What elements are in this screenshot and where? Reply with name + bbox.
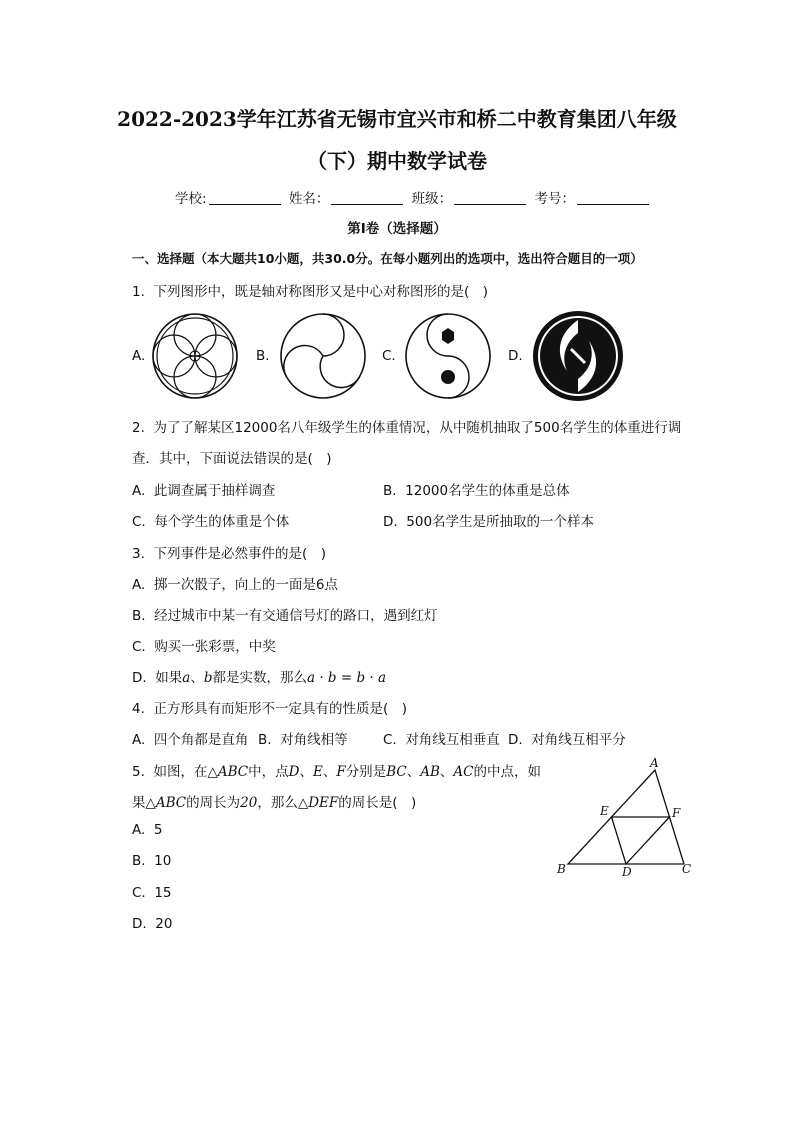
- option-text: 15: [154, 885, 172, 901]
- question-number: 2.: [132, 420, 145, 436]
- option-text: 对角线互相平分: [531, 732, 626, 748]
- math-var-a: a: [182, 670, 191, 686]
- option-a: [132, 728, 248, 748]
- option-label: C.: [383, 732, 397, 748]
- option-c: [383, 728, 500, 748]
- math-triangle-def: △DEF: [297, 795, 339, 811]
- option-label: B.: [258, 732, 272, 748]
- question-5: [132, 760, 541, 780]
- point-label-d: D: [622, 865, 632, 879]
- option-b: [132, 604, 438, 624]
- option-text: 购买一张彩票，中奖: [154, 639, 276, 655]
- option-label: A.: [132, 483, 146, 499]
- math-point: D: [288, 764, 300, 780]
- option-text: 5: [153, 822, 163, 838]
- option-d: [132, 916, 172, 932]
- question-4: [132, 697, 407, 717]
- math-triangle-abc: △ABC: [145, 795, 187, 811]
- option-text: 每个学生的体重是个体: [154, 514, 290, 530]
- class-field[interactable]: [454, 190, 526, 205]
- option-c: [132, 635, 276, 655]
- stem-text: 、: [322, 764, 337, 780]
- question-stem: 正方形具有而矩形不一定具有的性质是( ): [153, 701, 408, 717]
- question-stem: 下列图形中，既是轴对称图形又是中心对称图形的是( ): [153, 284, 489, 300]
- math-triangle-abc: △ABC: [207, 764, 249, 780]
- stem-text: 分别是: [345, 764, 387, 780]
- student-info-row: [175, 187, 653, 207]
- option-label: B.: [132, 853, 146, 869]
- option-text: 500名学生是所抽取的一个样本: [406, 514, 595, 530]
- option-label: D.: [383, 514, 398, 530]
- math-point: F: [336, 764, 346, 780]
- option-label: A.: [132, 822, 146, 838]
- stem-text: 、: [439, 764, 454, 780]
- math-segment: AC: [453, 764, 474, 780]
- math-segment: AB: [420, 764, 440, 780]
- point-label-f: F: [672, 806, 681, 820]
- page-title-line1: 2022-2023学年江苏省无锡市宜兴市和桥二中教育集团八年级: [117, 107, 677, 131]
- option-text: 经过城市中某一有交通信号灯的路口，遇到红灯: [154, 608, 438, 624]
- triangle-figure: [548, 752, 698, 882]
- option-text: 12000名学生的体重是总体: [405, 483, 570, 499]
- section-heading: 一、选择题（本大题共10小题，共30.0分。在每小题列出的选项中，选出符合题目的一项）: [132, 251, 643, 266]
- stem-text: 如图，在: [153, 764, 208, 780]
- question-3: [132, 542, 326, 562]
- name-label: 姓名：: [288, 191, 330, 207]
- exam-number-label: 考号：: [534, 191, 575, 207]
- stem-text: ，那么: [257, 795, 298, 811]
- option-d-label: D.: [508, 348, 523, 364]
- stem-text: 果: [132, 795, 146, 811]
- stem-text: 的周长是( ): [338, 795, 417, 811]
- name-field[interactable]: [331, 190, 403, 205]
- yin-yang-icon: [403, 311, 493, 401]
- point-label-e: E: [600, 804, 609, 818]
- option-label: C.: [132, 885, 146, 901]
- volume-title: 第I卷（选择题）: [347, 221, 447, 237]
- stem-text: 、: [406, 764, 421, 780]
- option-label: A.: [132, 577, 146, 593]
- class-label: 班级：: [411, 191, 453, 207]
- black-swirl-emblem-icon: [531, 309, 625, 403]
- question-stem-line1: 为了了解某区12000名八年级学生的体重情况，从中随机抽取了500名学生的体重进行调: [153, 420, 682, 436]
- option-label: C.: [132, 514, 146, 530]
- option-label: D.: [132, 916, 147, 932]
- question-stem: 下列事件是必然事件的是( ): [153, 546, 327, 562]
- four-petal-circle-icon: [150, 311, 240, 401]
- option-label: A.: [132, 732, 146, 748]
- question-number: 5.: [132, 764, 145, 780]
- vertex-label-a: A: [650, 756, 659, 770]
- option-text: 四个角都是直角: [153, 732, 249, 748]
- option-text: 、: [190, 670, 204, 686]
- option-c-label: C.: [382, 348, 396, 364]
- option-c: [132, 510, 289, 530]
- option-text: 都是实数，那么: [212, 670, 307, 686]
- stem-text: 的周长为: [186, 795, 241, 811]
- question-number: 4.: [132, 701, 145, 717]
- question-number: 1.: [132, 284, 145, 300]
- option-a: [132, 822, 162, 838]
- math-var-b: b: [203, 670, 213, 686]
- option-b: [258, 728, 348, 748]
- option-text: 此调查属于抽样调查: [153, 483, 276, 499]
- stem-text: 中，点: [248, 764, 289, 780]
- question-stem-line2: 查．其中，下面说法错误的是( ): [132, 451, 332, 467]
- option-label: B.: [132, 608, 146, 624]
- option-d: [383, 510, 594, 530]
- option-a: [132, 479, 275, 499]
- triple-swirl-circle-icon: [278, 311, 368, 401]
- question-1: [132, 280, 488, 300]
- question-number: 3.: [132, 546, 145, 562]
- option-d: [132, 666, 386, 686]
- option-b: [383, 479, 570, 499]
- question-5-line2: [132, 791, 416, 811]
- option-b-label: B.: [256, 348, 270, 364]
- vertex-label-c: C: [682, 862, 692, 876]
- option-text: 20: [155, 916, 173, 932]
- question-2: [132, 416, 681, 436]
- option-label: D.: [132, 670, 147, 686]
- math-expression: a · b = b · a: [307, 670, 387, 686]
- math-point: E: [312, 764, 323, 780]
- exam-number-field[interactable]: [577, 190, 649, 205]
- option-a: [132, 573, 338, 593]
- option-label: D.: [508, 732, 523, 748]
- school-field[interactable]: [209, 190, 281, 205]
- option-label: C.: [132, 639, 146, 655]
- option-text: 10: [154, 853, 172, 869]
- option-text: 对角线互相垂直: [405, 732, 500, 748]
- triangle-def: [612, 817, 670, 864]
- option-text: 掷一次骰子，向上的一面是6点: [153, 577, 338, 593]
- math-number: 20: [240, 795, 258, 811]
- stem-text: 、: [299, 764, 313, 780]
- option-text: 对角线相等: [280, 732, 348, 748]
- option-text: 如果: [155, 670, 183, 686]
- option-d: [508, 728, 626, 748]
- option-label: B.: [383, 483, 397, 499]
- page-title-line2: （下）期中数学试卷: [307, 149, 487, 173]
- stem-text: 的中点，如: [473, 764, 541, 780]
- vertex-label-b: B: [557, 862, 566, 876]
- option-a-label: A.: [132, 348, 146, 364]
- option-b: [132, 853, 171, 869]
- option-c: [132, 885, 172, 901]
- school-label: 学校:: [175, 191, 207, 207]
- math-segment: BC: [386, 764, 407, 780]
